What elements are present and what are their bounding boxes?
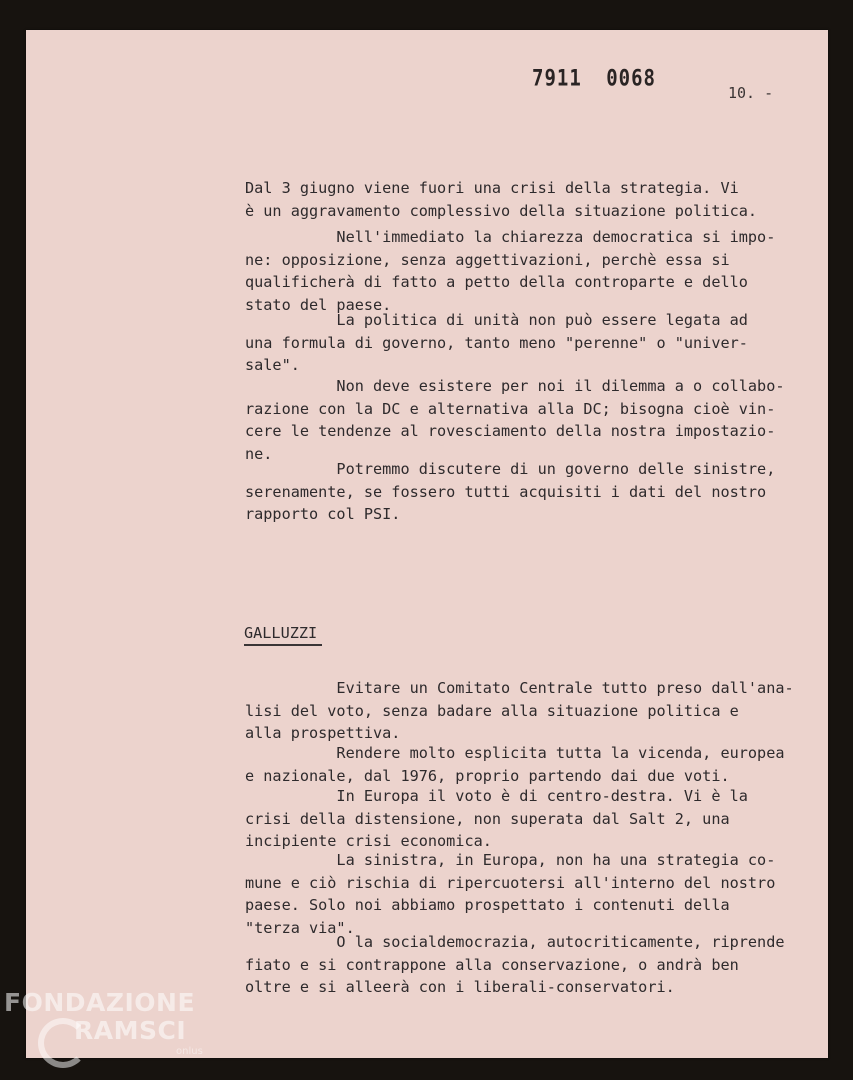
speaker-heading: GALLUZZI — [244, 624, 318, 642]
watermark-line2: RAMSCI — [74, 1016, 187, 1045]
paragraph-2: Nell'immediato la chiarezza democratica si impo- ne: opposizione, senza aggettivazioni, perchè essa si qualificherà di fatto a petto della controparte e dello stato del paese. — [245, 228, 776, 314]
paragraph-10: O la socialdemocrazia, autocriticamente, riprende fiato e si contrappone alla conservazione, o andrà ben oltre e si alleerà con i liberali-conservatori. — [245, 933, 785, 996]
heading-underline — [244, 644, 322, 646]
paragraph-4: Non deve esistere per noi il dilemma a o collabo- razione con la DC e alternativa alla DC; bisogna cioè vin- cere le tendenze al rovesciamento della nostra impostazio- ne. — [245, 377, 785, 463]
paragraph-6: Evitare un Comitato Centrale tutto preso dall'ana- lisi del voto, senza badare alla situazione politica e alla prospettiva. — [245, 679, 794, 742]
watermark-suffix: onlus — [176, 1046, 203, 1057]
paragraph-9: La sinistra, in Europa, non ha una strategia co- mune e ciò rischia di ripercuotersi all'interno del nostro paese. Solo noi abbiamo prospettato i contenuti della "terza via". — [245, 851, 776, 937]
archive-number: 7911 0068 — [532, 66, 656, 92]
paragraph-1: Dal 3 giugno viene fuori una crisi della strategia. Vi è un aggravamento complessivo della situazione politica. — [245, 179, 758, 220]
fondazione-gramsci-watermark — [4, 988, 214, 1068]
paragraph-5: Potremmo discutere di un governo delle sinistre, serenamente, se fossero tutti acquisiti i dati del nostro rapporto col PSI. — [245, 460, 776, 523]
paragraph-7: Rendere molto esplicita tutta la vicenda, europea e nazionale, dal 1976, proprio partendo dai due voti. — [245, 744, 785, 785]
paragraph-8: In Europa il voto è di centro-destra. Vi è la crisi della distensione, non superata dal Salt 2, una incipiente crisi economica. — [245, 787, 748, 850]
page-number: 10. - — [728, 84, 774, 102]
paragraph-3: La politica di unità non può essere legata ad una formula di governo, tanto meno "perenne" o "univer- sale". — [245, 311, 748, 374]
watermark-line1: FONDAZIONE — [4, 988, 196, 1017]
